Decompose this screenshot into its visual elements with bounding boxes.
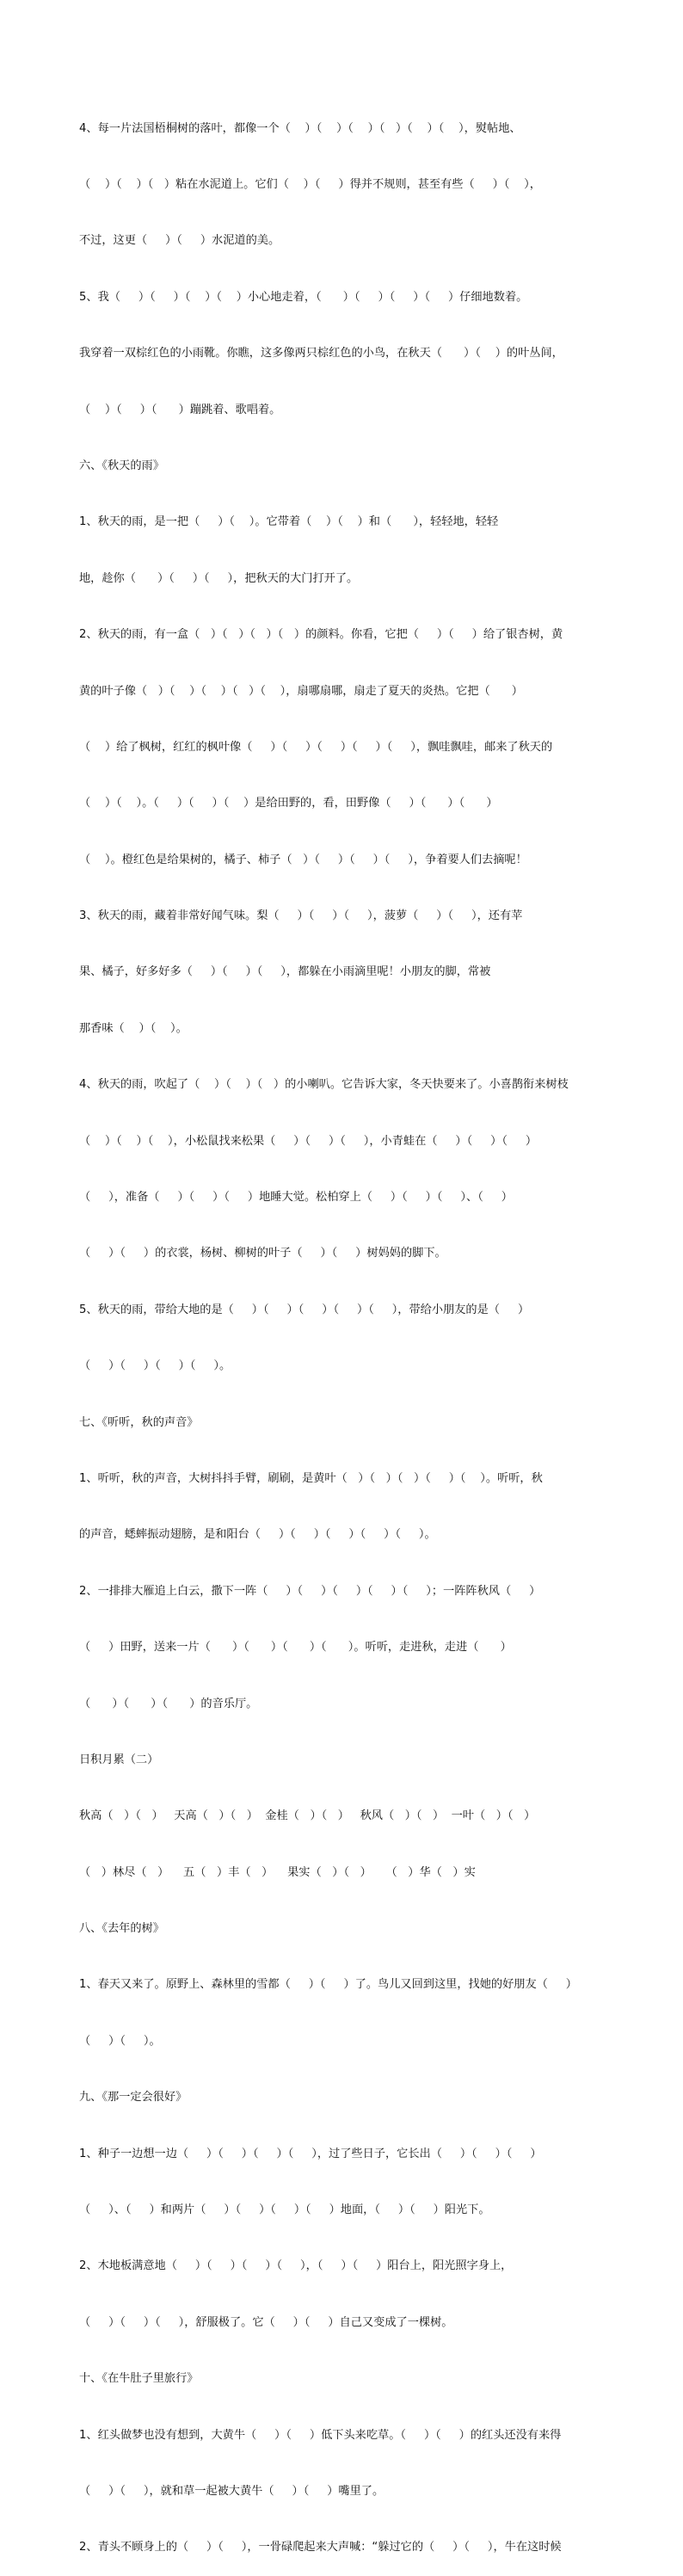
text-line: （ ）（ ）（ ），舒服极了。它（ ）（ ）自己又变成了一棵树。	[79, 2315, 453, 2329]
section-heading: 十、《在牛肚子里旅行》	[79, 2372, 199, 2386]
section-heading: 六、《秋天的雨》	[79, 459, 164, 472]
section-heading: 七、《听听，秋的声音》	[79, 1415, 199, 1429]
text-line: （ ）（ ）（ ）的音乐厅。	[79, 1697, 258, 1710]
text-line: 1、春天又来了。原野上、森林里的雪都（ ）（ ）了。鸟儿又回到这里，找她的好朋友（ ）	[79, 1978, 577, 1992]
text-line: 秋高（ ）（ ） 天高（ ）（ ） 金桂（ ）（ ） 秋风（ ）（ ） 一叶（ ）（ ）	[79, 1809, 536, 1823]
text-line: （ ）（ ）（ ），小松鼠找来松果（ ）（ ）（ ），小青蛙在（ ）（ ）（ ）	[79, 1134, 538, 1148]
text-line: 2、秋天的雨，有一盒（ ）（ ）（ ）（ ）的颜料。你看，它把（ ）（ ）给了银杏树，黄	[79, 628, 563, 642]
text-line: 我穿着一双棕红色的小雨靴。你瞧，这多像两只棕红色的小鸟，在秋天（ ）（ ）的叶丛间，	[79, 347, 563, 361]
text-line: （ ）林尽（ ） 五（ ）丰（ ） 果实（ ）（ ） （ ）华（ ）实	[79, 1865, 476, 1879]
section-heading: 八、《去年的树》	[79, 1922, 164, 1936]
text-line: 1、种子一边想一边（ ）（ ）（ ）（ ），过了些日子，它长出（ ）（ ）（ ）	[79, 2147, 542, 2160]
text-line: （ ）（ ），就和草一起被大黄牛（ ）（ ）嘴里了。	[79, 2485, 385, 2498]
text-line: 黄的叶子像（ ）（ ）（ ）（ ）（ ），扇哪扇哪，扇走了夏天的炎热。它把（ ）	[79, 684, 523, 698]
text-line: （ ）给了枫树，红红的枫叶像（ ）（ ）（ ）（ ）（ ），飘哇飘哇，邮来了秋天的	[79, 740, 553, 754]
text-line: 那香味（ ）（ ）。	[79, 1021, 188, 1035]
text-line: 不过，这更（ ）（ ）水泥道的美。	[79, 234, 280, 248]
text-line: 4、秋天的雨，吹起了（ ）（ ）（ ）的小喇叭。它告诉大家，冬天快要来了。小喜鹊衔来树枝	[79, 1078, 569, 1092]
text-line: 地，趁你（ ）（ ）（ ），把秋天的大门打开了。	[79, 571, 359, 585]
text-line: 1、红头做梦也没有想到，大黄牛（ ）（ ）低下头来吃草。（ ）（ ）的红头还没有来得	[79, 2428, 562, 2442]
text-line: （ ），准备（ ）（ ）（ ）地睡大觉。松柏穿上（ ）（ ）（ ）、（ ）	[79, 1191, 513, 1205]
section-heading: 九、《那一定会很好》	[79, 2091, 188, 2105]
text-line: 2、一排排大雁追上白云，撒下一阵（ ）（ ）（ ）（ ）（ ）；一阵阵秋风（ ）	[79, 1584, 541, 1598]
worksheet-text	[79, 82, 612, 2576]
text-line: （ ）田野，送来一片（ ）（ ）（ ）（ ）。听听，走进秋，走进（ ）	[79, 1641, 512, 1655]
text-line: （ ）。橙红色是给果树的，橘子、柿子（ ）（ ）（ ）（ ），争着要人们去摘呢！	[79, 853, 527, 866]
text-line: 1、秋天的雨，是一把（ ）（ ）。它带着（ ）（ ）和（ ），轻轻地，轻轻	[79, 515, 499, 529]
text-line: （ ）（ ）的衣裳，杨树、柳树的叶子（ ）（ ）树妈妈的脚下。	[79, 1247, 446, 1260]
text-line: （ ）、（ ）和两片（ ）（ ）（ ）（ ）地面，（ ）（ ）阳光下。	[79, 2203, 490, 2217]
text-line: 3、秋天的雨，藏着非常好闻气味。梨（ ）（ ）（ ），菠萝（ ）（ ），还有苹	[79, 909, 523, 923]
text-line: （ ）（ ）。（ ）（ ）（ ）是给田野的，看，田野像（ ）（ ）（ ）	[79, 797, 498, 810]
text-line: （ ）（ ）。	[79, 2034, 161, 2048]
section-heading: 日积月累（二）	[79, 1753, 159, 1766]
text-line: 2、青头不顾身上的（ ）（ ），一骨碌爬起来大声喊：“躲过它的（ ）（ ），牛在这时候	[79, 2541, 562, 2554]
text-line: 4、每一片法国梧桐树的落叶，都像一个（ ）（ ）（ ）（ ）（ ）（ ），熨帖地、	[79, 121, 521, 135]
text-line: 果、橘子，好多好多（ ）（ ）（ ），都躲在小雨滴里呢！小朋友的脚，常被	[79, 965, 491, 979]
text-line: （ ）（ ）（ ）蹦跳着、歌唱着。	[79, 403, 281, 416]
text-line: 1、听听，秋的声音，大树抖抖手臂，刷刷，是黄叶（ ）（ ）（ ）（ ）（ ）。听听，秋	[79, 1471, 543, 1485]
text-line: 5、我（ ）（ ）（ ）（ ）小心地走着，（ ）（ ）（ ）（ ）仔细地数着。	[79, 290, 528, 304]
text-line: （ ）（ ）（ ）（ ）。	[79, 1359, 231, 1373]
text-line: 5、秋天的雨，带给大地的是（ ）（ ）（ ）（ ）（ ），带给小朋友的是（ ）	[79, 1303, 530, 1316]
text-line: 的声音，蟋蟀振动翅膀，是和阳台（ ）（ ）（ ）（ ）（ ）。	[79, 1528, 436, 1542]
text-line: 2、木地板满意地（ ）（ ）（ ）（ ），（ ）（ ）阳台上，阳光照字身上，	[79, 2259, 513, 2273]
text-line: （ ）（ ）（ ）粘在水泥道上。它们（ ）（ ）得并不规则，甚至有些（ ）（ ），	[79, 177, 541, 191]
